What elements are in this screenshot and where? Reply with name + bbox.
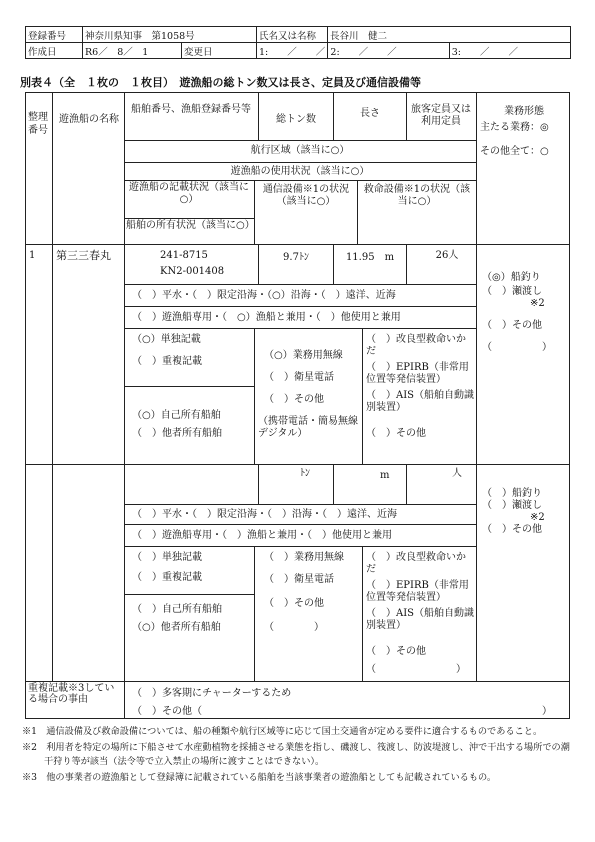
col-regno-header: 船舶番号、漁船登録番号等 [131, 104, 251, 115]
row1-biz-other-detail: （ ） [482, 342, 552, 353]
changed-label: 変更日 [182, 43, 257, 59]
row2-usage: （ ）遊漁船専用・（ ）漁船と兼用・（ ）他使用と兼用 [132, 530, 392, 541]
change-date-3: 3: ／ ／ [449, 43, 570, 59]
row2-rescue-raft: （ ）改良型救命いかだ [366, 552, 466, 575]
row2-record-single: （ ）単独記載 [132, 552, 202, 563]
col-tonnage-header: 総トン数 [276, 114, 316, 125]
row1-usage: （ ）遊漁船専用・（ ○）漁船と兼用・（ ）他使用と兼用 [132, 312, 401, 323]
ownership-status-header: 船舶の所有状況（該当に○） [126, 220, 255, 231]
row2-comm-other-detail: （ ） [264, 622, 324, 633]
created-value: R6／ 8／ 1 [83, 43, 182, 59]
change-date-1: 1: ／ ／ [257, 43, 328, 59]
row1-rescue-raft: （ ）改良型救命いかだ [366, 334, 466, 357]
row2-own-other: （○）他者所有船舶 [132, 622, 221, 633]
area-header: 航行区域（該当に○） [250, 145, 350, 156]
col-seiri-header: 整理番号 [28, 112, 48, 136]
row1-area: （ ）平水・（ ）限定沿海・（○）沿海・（ ）遠洋、近海 [132, 290, 396, 301]
row2-record-duplicate: （ ）重複記載 [132, 572, 202, 583]
row2-rescue-other-detail: （ ） [366, 664, 466, 675]
row2-length: m [380, 470, 390, 481]
row1-comm-other: （ ）その他 [264, 394, 324, 405]
row2-biz-note2: ※2 [530, 512, 545, 523]
page-title: 別表４（全 １枚の １枚目） 遊漁船の総トン数又は長さ、定員及び通信設備等 [20, 76, 422, 89]
row2-rescue-epirb: （ ）EPIRB（非常用位置等発信装置） [366, 580, 469, 603]
footnote-1: ※1 通信設備及び救命設備については、船の種類や航行区域等に応じて国土交通省が定める要件に適合するものであること。 [22, 726, 543, 737]
row2-comm-other: （ ）その他 [264, 598, 324, 609]
name-value: 長谷川 健二 [328, 27, 571, 43]
row1-regno-2: KN2-001408 [160, 266, 225, 277]
row2-biz-fishing: （ ）船釣り [482, 488, 542, 499]
row1-tonnage: 9.7ﾄﾝ [283, 252, 309, 263]
row1-biz-transfer: （ ）瀬渡し [482, 286, 542, 297]
row1-comm-satellite: （ ）衛星電話 [264, 372, 334, 383]
row1-record-single: （○）単独記載 [132, 334, 201, 345]
row2-biz-transfer: （ ）瀬渡し [482, 500, 542, 511]
row1-ship-name: 第三三春丸 [56, 249, 111, 262]
row2-tonnage: ﾄﾝ [300, 468, 310, 479]
row2-rescue-ais: （ ）AIS（船舶自動識別装置） [366, 608, 475, 631]
row1-own-self: （○）自己所有船舶 [132, 410, 221, 421]
row1-capacity: 26人 [435, 250, 459, 261]
row1-record-duplicate: （ ）重複記載 [132, 356, 202, 367]
duplicate-reason-other: （ ）その他（ ） [132, 706, 552, 717]
row1-regno-1: 241-8715 [160, 250, 208, 261]
name-label: 氏名又は名称 [257, 27, 328, 43]
reg-no-value: 神奈川県知事 第1058号 [83, 27, 257, 43]
row1-comm-radio: （○）業務用無線 [264, 350, 343, 361]
col-capacity-header: 旅客定員又は利用定員 [411, 104, 471, 127]
row2-own-self: （ ）自己所有船舶 [132, 604, 222, 615]
created-label: 作成日 [26, 43, 83, 59]
row2-capacity: 人 [452, 468, 462, 479]
usage-header: 遊漁船の使用状況（該当に○） [230, 166, 370, 177]
record-status-header: 遊漁船の記載状況（該当に○） [129, 182, 249, 205]
row1-comm-other-detail: （携帯電話・簡易無線デジタル） [258, 416, 358, 439]
other-all-note: その他全て：○ [480, 146, 549, 157]
row1-no: 1 [29, 250, 36, 261]
row1-biz-note2: ※2 [530, 298, 545, 309]
row2-rescue-other: （ ）その他 [366, 646, 426, 657]
row2-area: （ ）平水・（ ）限定沿海・（ ）沿海・（ ）遠洋、近海 [132, 509, 397, 520]
comm-header: 通信設備※1の状況（該当に○） [262, 184, 350, 207]
row1-rescue-epirb: （ ）EPIRB（非常用位置等発信装置） [366, 362, 469, 385]
row1-rescue-ais: （ ）AIS（船舶自動識別装置） [366, 390, 475, 413]
row2-biz-other: （ ）その他 [482, 524, 542, 535]
reg-no-label: 登録番号 [26, 27, 83, 43]
row2-comm-satellite: （ ）衛星電話 [264, 574, 334, 585]
col-name-header: 遊漁船の名称 [59, 114, 119, 125]
footnote-3: ※3 他の事業者の遊漁船として登録簿に記載されている船舶を当該事業者の遊漁船としても記載されているもの。 [22, 772, 497, 784]
change-date-2: 2: ／ ／ [328, 43, 449, 59]
row1-biz-other: （ ）その他 [482, 320, 542, 331]
footnotes [22, 725, 578, 787]
duplicate-reason-charter: （ ）多客期にチャーターするため [132, 688, 292, 699]
col-business-header: 業務形態 [504, 106, 544, 117]
row2-comm-radio: （ ）業務用無線 [264, 552, 344, 563]
main-business-note: 主たる業務：◎ [480, 122, 549, 133]
header-table [25, 26, 571, 59]
rescue-header: 救命設備※1の状況（該当に○） [363, 184, 471, 207]
row1-rescue-other: （ ）その他 [366, 428, 426, 439]
row1-biz-fishing: （◎）船釣り [482, 272, 541, 283]
duplicate-reason-label: 重複記載※3している場合の事由 [28, 683, 115, 705]
row1-length: 11.95 m [345, 252, 395, 263]
col-length-header: 長さ [360, 108, 380, 119]
row1-own-other: （ ）他者所有船舶 [132, 428, 222, 439]
footnote-2: ※2 利用者を特定の場所に下船させて水産動植物を採捕させる業態を指し、磯渡し、筏渡し、防波堤渡し、沖で干出する場所での潮干狩り等が該当（法令等で立入禁止の場所に渡すことはできない）。 [22, 742, 570, 767]
